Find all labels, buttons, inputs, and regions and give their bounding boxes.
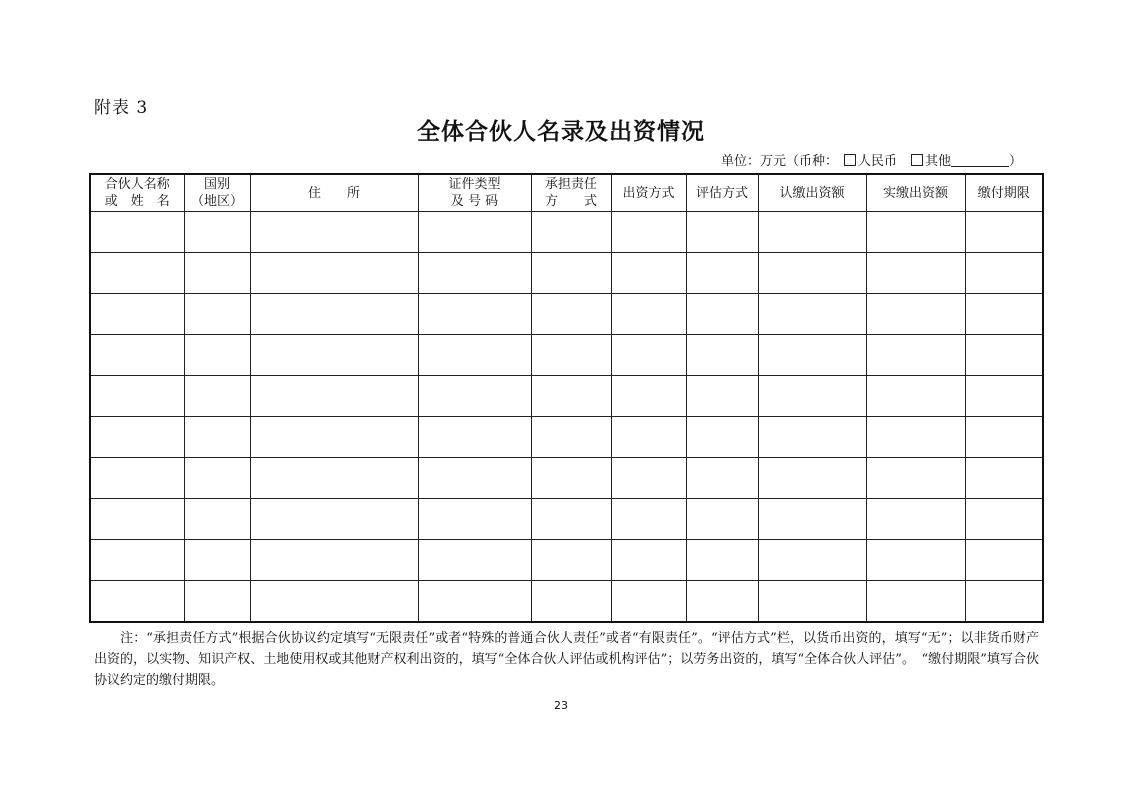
table-cell[interactable] <box>758 581 866 623</box>
table-cell[interactable] <box>866 458 965 499</box>
table-cell[interactable] <box>250 253 418 294</box>
table-cell[interactable] <box>686 417 758 458</box>
table-cell[interactable] <box>866 376 965 417</box>
option-rmb-label: 人民币 <box>857 154 897 169</box>
table-cell[interactable] <box>611 499 686 540</box>
table-cell[interactable] <box>418 253 531 294</box>
table-cell[interactable] <box>686 376 758 417</box>
table-cell[interactable] <box>965 581 1043 623</box>
column-header-line: 合伙人名称 <box>104 177 170 192</box>
column-header-6 <box>611 174 686 212</box>
table-cell[interactable] <box>531 376 611 417</box>
column-header-line: 及 号 码 <box>450 194 499 209</box>
column-header-4 <box>418 174 531 212</box>
table-cell[interactable] <box>965 335 1043 376</box>
column-header-2 <box>184 174 250 212</box>
table-cell[interactable] <box>90 376 184 417</box>
table-cell[interactable] <box>250 294 418 335</box>
column-header-8 <box>758 174 866 212</box>
table-cell[interactable] <box>184 212 250 253</box>
table-cell[interactable] <box>184 376 250 417</box>
table-cell[interactable] <box>965 253 1043 294</box>
table-cell[interactable] <box>90 294 184 335</box>
table-row <box>90 540 1043 581</box>
table-cell[interactable] <box>531 417 611 458</box>
table-cell[interactable] <box>250 335 418 376</box>
table-cell[interactable] <box>686 212 758 253</box>
table-cell[interactable] <box>611 417 686 458</box>
currency-unit-line <box>721 150 1022 169</box>
table-cell[interactable] <box>531 540 611 581</box>
table-cell[interactable] <box>611 581 686 623</box>
table-cell[interactable] <box>418 458 531 499</box>
table-cell[interactable] <box>90 417 184 458</box>
footnote-text: 注：“承担责任方式”根据合伙协议约定填写“无限责任”或者“特殊的普通合伙人责任”或者“有限责任”。“评估方式”栏，以货币出资的，填写“无”；以非货币财产出资的，以实物、知识产权、土地使用权或其他财产权利出资的，填写“全体合伙人评估或机构评估”；以劳务出资的，填写“全体合伙人评估”。 “缴付期限”填写合伙协议约定的缴付期限。 <box>94 631 1039 688</box>
table-row <box>90 417 1043 458</box>
column-header-line: 或 姓 名 <box>104 194 170 209</box>
table-cell[interactable] <box>418 212 531 253</box>
table-cell[interactable] <box>418 581 531 623</box>
column-header-line: 实缴出资额 <box>882 185 948 201</box>
column-header-line: 国别 <box>203 177 230 192</box>
column-header-7 <box>686 174 758 212</box>
table-cell[interactable] <box>531 335 611 376</box>
unit-prefix: 单位：万元（币种： <box>720 154 838 169</box>
table-cell[interactable] <box>250 581 418 623</box>
table-cell[interactable] <box>866 540 965 581</box>
table-cell[interactable] <box>758 335 866 376</box>
table-cell[interactable] <box>250 540 418 581</box>
column-header-line: 出资方式 <box>622 185 675 201</box>
document-title: 全体合伙人名录及出资情况 <box>417 119 705 145</box>
table-cell[interactable] <box>965 376 1043 417</box>
column-header-line: 证件类型 <box>448 177 501 192</box>
table-cell[interactable] <box>611 540 686 581</box>
table-cell[interactable] <box>866 335 965 376</box>
table-cell[interactable] <box>184 458 250 499</box>
table-cell[interactable] <box>184 253 250 294</box>
option-other-label: 其他 <box>924 154 951 169</box>
table-cell[interactable] <box>866 417 965 458</box>
table-cell[interactable] <box>758 253 866 294</box>
other-currency-blank[interactable] <box>951 154 1009 167</box>
table-cell[interactable] <box>611 458 686 499</box>
table-row <box>90 253 1043 294</box>
column-header-1 <box>90 174 184 212</box>
checkbox-other-icon[interactable] <box>911 154 923 166</box>
table-cell[interactable] <box>531 581 611 623</box>
table-header-row <box>90 174 1043 212</box>
table-cell[interactable] <box>686 335 758 376</box>
table-cell[interactable] <box>250 458 418 499</box>
table-cell[interactable] <box>611 376 686 417</box>
column-header-9 <box>866 174 965 212</box>
table-row <box>90 376 1043 417</box>
table-cell[interactable] <box>965 499 1043 540</box>
table-cell[interactable] <box>184 417 250 458</box>
table-cell[interactable] <box>965 540 1043 581</box>
table-row <box>90 499 1043 540</box>
table-cell[interactable] <box>758 294 866 335</box>
table-row <box>90 212 1043 253</box>
table-cell[interactable] <box>418 540 531 581</box>
table-cell[interactable] <box>758 458 866 499</box>
table-cell[interactable] <box>90 540 184 581</box>
table-cell[interactable] <box>418 499 531 540</box>
table-cell[interactable] <box>686 581 758 623</box>
table-cell[interactable] <box>90 335 184 376</box>
table-cell[interactable] <box>418 417 531 458</box>
table-cell[interactable] <box>184 335 250 376</box>
table-cell[interactable] <box>531 294 611 335</box>
table-cell[interactable] <box>611 212 686 253</box>
unit-suffix: ） <box>1008 154 1022 169</box>
column-header-3 <box>250 174 418 212</box>
table-cell[interactable] <box>90 253 184 294</box>
table-cell[interactable] <box>965 294 1043 335</box>
table-cell[interactable] <box>611 294 686 335</box>
column-header-line: 住 所 <box>307 185 360 201</box>
table-cell[interactable] <box>184 294 250 335</box>
page-number: 23 <box>554 699 568 712</box>
table-cell[interactable] <box>758 376 866 417</box>
table-cell[interactable] <box>250 212 418 253</box>
column-header-line: 缴付期限 <box>977 185 1030 201</box>
table-cell[interactable] <box>250 499 418 540</box>
table-cell[interactable] <box>418 335 531 376</box>
column-header-line: 承担责任 <box>544 177 597 192</box>
table-cell[interactable] <box>866 253 965 294</box>
table-cell[interactable] <box>965 212 1043 253</box>
table-cell[interactable] <box>866 294 965 335</box>
footnote <box>94 628 1039 691</box>
appendix-label: 附表 3 <box>94 98 149 118</box>
table-cell[interactable] <box>531 499 611 540</box>
table-cell[interactable] <box>686 458 758 499</box>
table-cell[interactable] <box>965 417 1043 458</box>
table-cell[interactable] <box>184 581 250 623</box>
column-header-line: 方 式 <box>544 194 597 209</box>
column-header-line: 认缴出资额 <box>779 185 845 201</box>
table-cell[interactable] <box>250 417 418 458</box>
table-cell[interactable] <box>611 335 686 376</box>
column-header-5 <box>531 174 611 212</box>
table-cell[interactable] <box>686 294 758 335</box>
table-cell[interactable] <box>184 540 250 581</box>
table-row <box>90 458 1043 499</box>
table-body <box>90 212 1043 623</box>
table-cell[interactable] <box>866 212 965 253</box>
partner-roster-table <box>89 173 1044 623</box>
table-cell[interactable] <box>965 458 1043 499</box>
table-cell[interactable] <box>250 376 418 417</box>
table-row <box>90 581 1043 623</box>
table-cell[interactable] <box>531 458 611 499</box>
table-cell[interactable] <box>184 499 250 540</box>
table-cell[interactable] <box>758 499 866 540</box>
table-cell[interactable] <box>90 212 184 253</box>
table-cell[interactable] <box>90 499 184 540</box>
table-cell[interactable] <box>531 212 611 253</box>
table-cell[interactable] <box>866 581 965 623</box>
table-cell[interactable] <box>758 212 866 253</box>
table-cell[interactable] <box>686 253 758 294</box>
table-cell[interactable] <box>90 458 184 499</box>
column-header-line: （地区） <box>190 194 243 209</box>
table-cell[interactable] <box>418 376 531 417</box>
table-row <box>90 335 1043 376</box>
column-header-10 <box>965 174 1043 212</box>
table-cell[interactable] <box>866 499 965 540</box>
table-cell[interactable] <box>686 540 758 581</box>
table-cell[interactable] <box>611 253 686 294</box>
table-cell[interactable] <box>90 581 184 623</box>
table-cell[interactable] <box>418 294 531 335</box>
table-cell[interactable] <box>531 253 611 294</box>
table-row <box>90 294 1043 335</box>
table-cell[interactable] <box>686 499 758 540</box>
checkbox-rmb-icon[interactable] <box>844 154 856 166</box>
table-cell[interactable] <box>758 417 866 458</box>
column-header-line: 评估方式 <box>695 185 748 201</box>
table-cell[interactable] <box>758 540 866 581</box>
